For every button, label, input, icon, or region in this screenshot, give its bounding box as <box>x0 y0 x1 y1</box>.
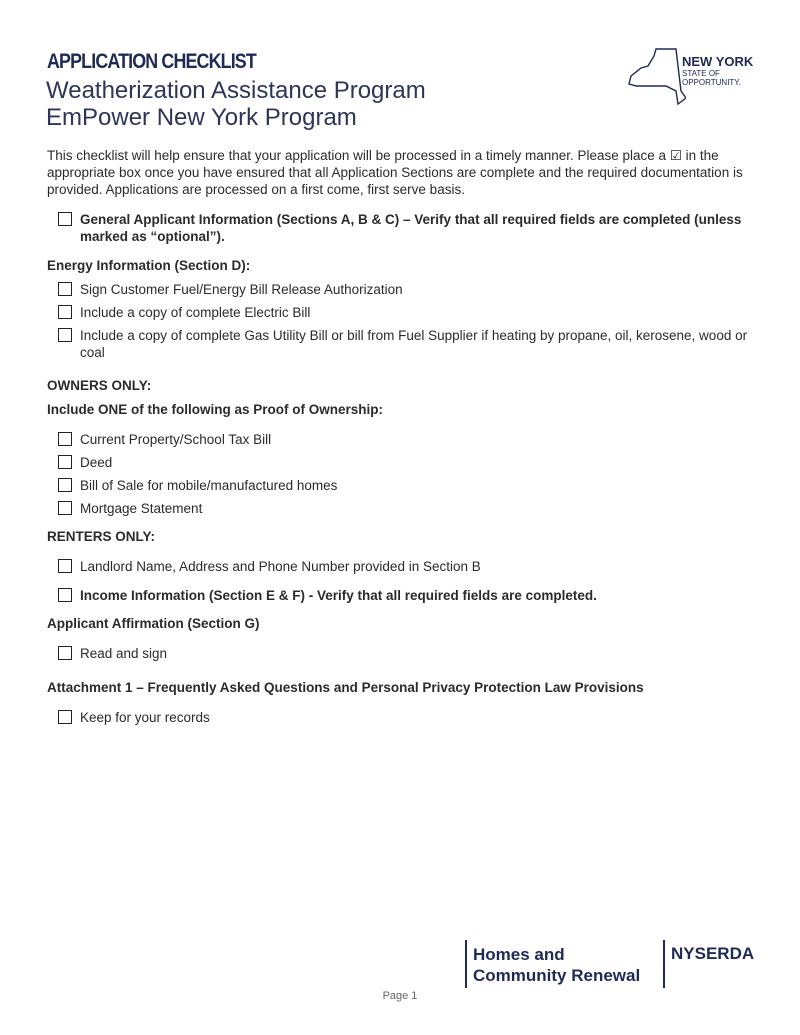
owners-subheading: Include ONE of the following as Proof of Ownership: <box>47 402 384 417</box>
section-heading-affirmation: Applicant Affirmation (Section G) <box>47 616 260 631</box>
checklist-item[interactable] <box>58 558 748 575</box>
hcr-text: Homes and <box>473 945 565 964</box>
checklist-item[interactable] <box>58 709 748 726</box>
checkbox[interactable] <box>58 710 72 724</box>
item-label: Include a copy of complete Electric Bill <box>80 305 311 320</box>
checkbox[interactable] <box>58 478 72 492</box>
checkbox[interactable] <box>58 328 72 342</box>
logo-text: STATE OF <box>682 69 720 78</box>
item-label: Keep for your records <box>80 710 210 725</box>
section-heading-renters: RENTERS ONLY: <box>47 529 156 544</box>
page-number: Page 1 <box>382 990 418 1002</box>
ny-state-outline-icon <box>626 46 686 106</box>
checklist-item[interactable] <box>58 477 748 494</box>
checklist-item[interactable] <box>58 281 748 298</box>
checklist-item[interactable] <box>58 327 748 361</box>
item-label: Landlord Name, Address and Phone Number provided in Section B <box>80 559 481 574</box>
checkbox[interactable] <box>58 588 72 602</box>
item-label: Deed <box>80 455 113 470</box>
item-label: Current Property/School Tax Bill <box>80 432 272 447</box>
checklist-item[interactable] <box>58 431 748 448</box>
program-name-2: EmPower New York Program <box>46 104 357 131</box>
checkbox[interactable] <box>58 646 72 660</box>
item-label: Bill of Sale for mobile/manufactured homes <box>80 478 338 493</box>
page-title: APPLICATION CHECKLIST <box>47 50 256 73</box>
checkbox[interactable] <box>58 501 72 515</box>
divider <box>663 940 665 988</box>
hcr-logo <box>473 944 640 986</box>
checkbox[interactable] <box>58 282 72 296</box>
item-label: Read and sign <box>80 646 168 661</box>
hcr-text: Community Renewal <box>473 966 641 985</box>
checklist-item[interactable] <box>58 645 748 662</box>
checklist-item-general[interactable] <box>58 211 748 245</box>
checkbox[interactable] <box>58 559 72 573</box>
logo-text: OPPORTUNITY. <box>682 78 741 87</box>
intro-paragraph: This checklist will help ensure that your application will be processed in a timely manner. Please place a ☑ in the appropriate box once you have ensured that all Application Sections are complete and the required documentation is provided. Applications are processed on a first come, first serve basis. <box>47 148 743 197</box>
item-label: Income Information (Section E & F) - Verify that all required fields are completed. <box>80 588 597 603</box>
section-heading-energy: Energy Information (Section D): <box>47 258 251 273</box>
section-heading-attachment: Attachment 1 – Frequently Asked Questions and Personal Privacy Protection Law Provisions <box>47 680 644 695</box>
item-label: Sign Customer Fuel/Energy Bill Release Authorization <box>80 282 403 297</box>
program-name-1: Weatherization Assistance Program <box>46 77 426 104</box>
item-label: Mortgage Statement <box>80 501 203 516</box>
checkbox[interactable] <box>58 455 72 469</box>
logo-text: NEW YORK <box>682 54 754 69</box>
checklist-item[interactable] <box>58 500 748 517</box>
checklist-item[interactable] <box>58 304 748 321</box>
item-label: General Applicant Information (Sections A, B & C) – Verify that all required fields are completed (unless marked as “optional”). <box>80 212 742 244</box>
item-label: Include a copy of complete Gas Utility Bill or bill from Fuel Supplier if heating by propane, oil, kerosene, wood or coal <box>80 328 748 360</box>
checklist-item-income[interactable] <box>58 587 748 604</box>
nyserda-logo: NYSERDA <box>671 944 755 963</box>
divider <box>465 940 467 988</box>
checkbox[interactable] <box>58 305 72 319</box>
nys-logo <box>626 46 756 106</box>
checkbox[interactable] <box>58 432 72 446</box>
checklist-item[interactable] <box>58 454 748 471</box>
section-heading-owners: OWNERS ONLY: <box>47 378 152 393</box>
checkbox[interactable] <box>58 212 72 226</box>
